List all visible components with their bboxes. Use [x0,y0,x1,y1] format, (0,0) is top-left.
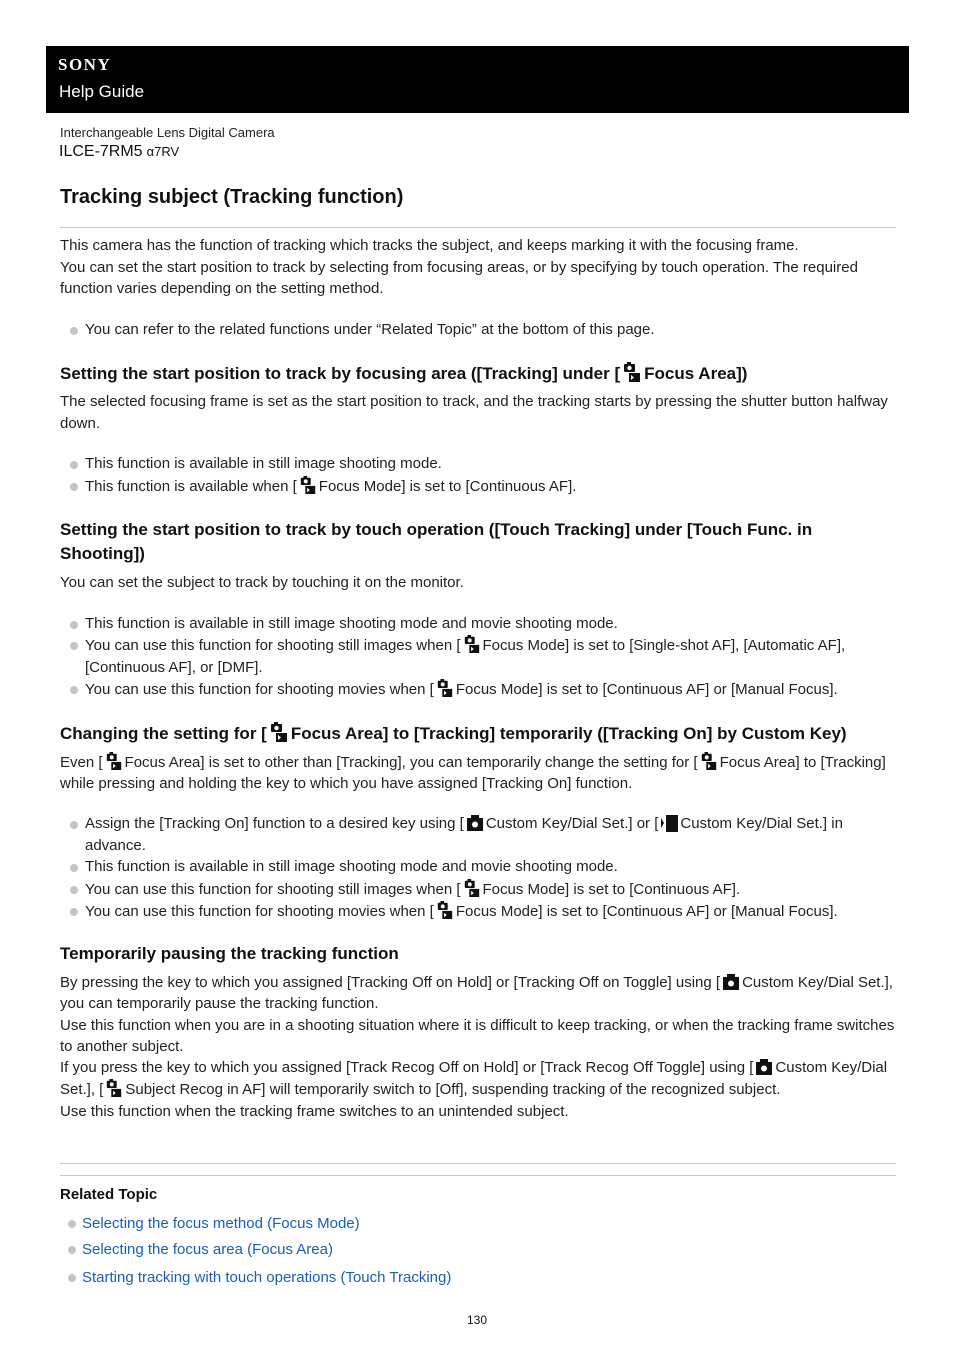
intro-paragraph-2: You can set the start position to track by selecting from focusing areas, or by specifying by touch operation. The required function varies depending on the setting method. [60,258,858,297]
camera-icon [722,973,740,991]
still-movie-mode-icon [622,361,642,383]
still-movie-mode-icon [299,475,317,495]
still-movie-mode-icon [700,751,718,771]
camera-icon [755,1058,773,1076]
section-title: Temporarily pausing the tracking function [60,944,399,963]
related-topic-title: Related Topic [60,1186,158,1203]
model-code: ILCE-7RM5 [59,143,143,160]
still-movie-mode-icon [463,878,481,898]
list-item: This function is available in still image shooting mode and movie shooting mode. [60,613,896,635]
still-movie-mode-icon [105,1078,123,1098]
bullet-dot [70,483,78,491]
section-title: Setting the start position to track by touch operation ([Touch Tracking] under [Touch Func. in Shooting]) [60,520,813,563]
list-item: You can use this function for shooting movies when [ Focus Mode] is set to [Continuous AF] or [Manual Focus]. [60,678,896,701]
list-item: Assign the [Tracking On] function to a desired key using [ Custom Key/Dial Set.] or [ Custom Key/Dial Set.] in advance. [60,813,896,856]
bullet-dot [70,686,78,694]
title-divider [60,227,896,228]
section-text: You can set the subject to track by touching it on the monitor. [60,574,464,591]
list-item: This function is available when [ Focus Mode] is set to [Continuous AF]. [60,475,896,498]
bullet-dot [70,461,78,469]
page-title: Tracking subject (Tracking function) [60,186,404,208]
list-item: This function is available in still image shooting mode and movie shooting mode. [60,856,896,878]
movie-icon [660,814,678,832]
list-item: You can use this function for shooting still images when [ Focus Mode] is set to [Continuous AF]. [60,878,896,901]
related-divider-top [60,1163,896,1164]
page-number: 130 [466,1313,488,1327]
product-line: Interchangeable Lens Digital Camera [60,125,275,140]
list-item: You can use this function for shooting movies when [ Focus Mode] is set to [Continuous AF] or [Manual Focus]. [60,900,896,923]
still-movie-mode-icon [463,634,481,654]
header-bar [46,46,909,113]
related-topic [60,1186,896,1291]
list-item [60,1237,896,1263]
related-link-focus-mode[interactable]: Selecting the focus method (Focus Mode) [82,1215,360,1232]
bullet-dot [70,821,78,829]
section-focus-area [60,361,896,497]
section-title: Changing the setting for [ Focus Area] to [Tracking] temporarily ([Tracking On] by Custom Key) [60,721,896,746]
model-alpha: α7RV [146,144,180,159]
related-link-focus-area[interactable]: Selecting the focus area (Focus Area) [82,1241,333,1258]
still-movie-mode-icon [436,900,454,920]
list-item: You can use this function for shooting still images when [ Focus Mode] is set to [Single-shot AF], [Automatic AF], [Continuous AF], or [DMF]. [60,634,896,678]
list-item [60,1211,896,1237]
section-tracking-on [60,721,896,923]
bullet-dot [70,908,78,916]
section-pause-tracking [60,943,896,1122]
help-guide-label[interactable]: Help Guide [59,82,145,101]
list-item: You can refer to the related functions under “Related Topic” at the bottom of this page. [60,319,896,341]
bullet-dot [70,621,78,629]
bullet-dot [70,864,78,872]
related-link-touch-tracking[interactable]: Starting tracking with touch operations (Touch Tracking) [82,1269,452,1286]
section-title: Setting the start position to track by focusing area ([Tracking] under [ Focus Area]) [60,361,896,386]
list-item [60,1265,896,1291]
section-text: The selected focusing frame is set as the start position to track, and the tracking starts by pressing the shutter button halfway down. [60,393,888,432]
section-touch-tracking [60,518,896,701]
sony-logo: SONY [58,55,112,74]
bullet-dot [70,886,78,894]
bullet-dot [68,1220,76,1228]
bullet-dot [68,1274,76,1282]
still-movie-mode-icon [269,721,289,743]
intro-paragraph-1: This camera has the function of tracking which tracks the subject, and keeps marking it with the focusing frame. [60,237,799,254]
intro-note [60,319,896,341]
section-text: By pressing the key to which you assigned [Tracking Off on Hold] or [Tracking Off on Toggle] using [ Custom Key/Dial Set.], you can temporarily pause the tracking function. Use this function when you are in a shooting situation where it is difficult to keep tracking, or when the tracking frame switches to another subject. If you press the key to which you assigned [Track Recog Off on Hold] or [Track Recog Off Toggle] using [ Custom Key/Dial Set.], [ Subject Recog in AF] will temporarily switch to [Off], suspending tracking of the recognized subject. Use this function when the tracking frame switches to an unintended subject. [60,974,895,1120]
list-item: This function is available in still image shooting mode. [60,453,896,475]
bullet-dot [70,642,78,650]
still-movie-mode-icon [436,678,454,698]
bullet-dot [68,1246,76,1254]
bullet-dot [70,327,78,335]
related-divider [60,1175,896,1176]
camera-icon [466,814,484,832]
intro [60,235,896,300]
still-movie-mode-icon [105,751,123,771]
model-name [59,143,179,161]
section-text: Even [ Focus Area] is set to other than [Tracking], you can temporarily change the setting for [ Focus Area] to [Tracking] while pressing and holding the key to which you have assigned [Tracking On] function. [60,751,896,794]
